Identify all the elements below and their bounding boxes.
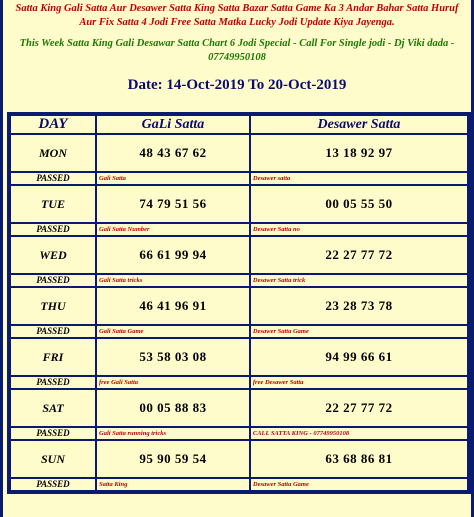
passed-row — [11, 326, 467, 337]
table-row — [11, 288, 467, 324]
table-row — [11, 135, 467, 171]
desawer-note-link[interactable]: free Desawer Satta — [251, 377, 467, 388]
gali-note-link[interactable]: Gali Satta running tricks — [97, 428, 249, 439]
day-cell: MON — [11, 135, 95, 171]
table-row — [11, 186, 467, 222]
gali-numbers: 74 79 51 56 — [97, 186, 249, 222]
day-column-header: DAY — [11, 116, 95, 133]
satta-chart — [7, 112, 471, 494]
passed-label: PASSED — [11, 479, 95, 490]
day-cell: SAT — [11, 390, 95, 426]
gali-numbers: 53 58 03 08 — [97, 339, 249, 375]
intro-text: Satta King Gali Satta Aur Desawer Satta King Satta Bazar Satta Game Ka 3 Andar Bahar Satta Huruf Aur Fix Satta 4 Jodi Free Satta Matka Lucky Jodi Update Kiya Jayenga. — [15, 3, 459, 28]
date-range: Date: 14-Oct-2019 To 20-Oct-2019 — [127, 77, 347, 93]
desawer-note-link[interactable]: Desawer Satta Game — [251, 479, 467, 490]
gali-note-link[interactable]: free Gali Satta — [97, 377, 249, 388]
desawer-note-link[interactable]: Desawer satta — [251, 173, 467, 184]
desawer-note-link[interactable]: Desawer Satta trick — [251, 275, 467, 286]
gali-numbers: 66 61 99 94 — [97, 237, 249, 273]
desawer-numbers: 63 68 86 81 — [251, 441, 467, 477]
desawer-column-header: Desawer Satta — [251, 116, 467, 133]
gali-numbers: 00 05 88 83 — [97, 390, 249, 426]
desawer-numbers: 23 28 73 78 — [251, 288, 467, 324]
table-row — [11, 390, 467, 426]
passed-row — [11, 173, 467, 184]
passed-label: PASSED — [11, 326, 95, 337]
passed-row — [11, 479, 467, 490]
gali-note-link[interactable]: Satta King — [97, 479, 249, 490]
passed-label: PASSED — [11, 428, 95, 439]
gali-numbers: 46 41 96 91 — [97, 288, 249, 324]
passed-row — [11, 275, 467, 286]
desawer-numbers: 00 05 55 50 — [251, 186, 467, 222]
day-cell: TUE — [11, 186, 95, 222]
gali-numbers: 95 90 59 54 — [97, 441, 249, 477]
passed-label: PASSED — [11, 275, 95, 286]
gali-note-link[interactable]: Gali Satta Game — [97, 326, 249, 337]
desawer-note-link[interactable]: CALL SATTA KING - 07749950108 — [251, 428, 467, 439]
day-cell: THU — [11, 288, 95, 324]
day-cell: FRI — [11, 339, 95, 375]
special-jodi-text: This Week Satta King Gali Desawar Satta Chart 6 Jodi Special - Call For Single jodi - Dj Viki dada - 07749950108 — [19, 38, 455, 63]
desawer-numbers: 13 18 92 97 — [251, 135, 467, 171]
passed-label: PASSED — [11, 173, 95, 184]
desawer-numbers: 94 99 66 61 — [251, 339, 467, 375]
passed-row — [11, 428, 467, 439]
passed-label: PASSED — [11, 224, 95, 235]
page — [3, 0, 471, 517]
passed-row — [11, 377, 467, 388]
table-row — [11, 237, 467, 273]
table-row — [11, 339, 467, 375]
day-cell: SUN — [11, 441, 95, 477]
table-row — [11, 441, 467, 477]
chart-table — [9, 114, 469, 492]
desawer-numbers: 22 27 77 72 — [251, 237, 467, 273]
desawer-numbers: 22 27 77 72 — [251, 390, 467, 426]
gali-note-link[interactable]: Gali Satta Number — [97, 224, 249, 235]
gali-numbers: 48 43 67 62 — [97, 135, 249, 171]
passed-row — [11, 224, 467, 235]
passed-label: PASSED — [11, 377, 95, 388]
gali-column-header: GaLi Satta — [97, 116, 249, 133]
day-cell: WED — [11, 237, 95, 273]
desawer-note-link[interactable]: Desawer Satta no — [251, 224, 467, 235]
header-row — [11, 116, 467, 133]
gali-note-link[interactable]: Gali Satta — [97, 173, 249, 184]
gali-note-link[interactable]: Gali Satta tricks — [97, 275, 249, 286]
desawer-note-link[interactable]: Desawer Satta Game — [251, 326, 467, 337]
